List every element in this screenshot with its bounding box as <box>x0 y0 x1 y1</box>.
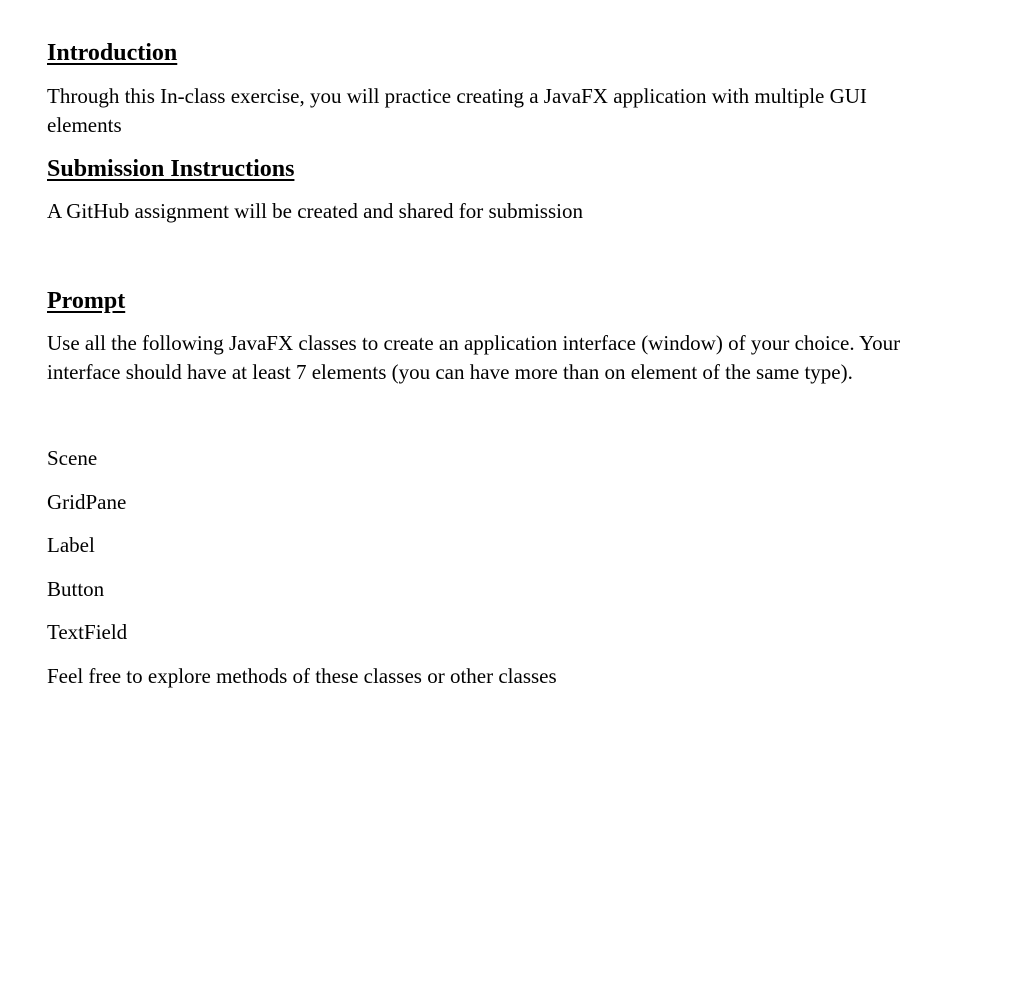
class-item-label: Label <box>47 533 95 557</box>
prompt-text: Use all the following JavaFX classes to create an application interface (window) of your choice. Your interface should have at least 7 elements (you can have more than on element of the same type). <box>47 331 901 384</box>
introduction-text: Through this In-class exercise, you will practice creating a JavaFX application with multiple GUI elements <box>47 84 867 137</box>
javafx-class-list <box>47 444 947 647</box>
prompt-heading: Prompt <box>47 288 126 314</box>
class-item-scene: Scene <box>47 446 98 470</box>
introduction-heading: Introduction <box>47 40 178 66</box>
class-item-button: Button <box>47 576 105 601</box>
class-item-gridpane: GridPane <box>47 489 127 514</box>
closing-text: Feel free to explore methods of these classes or other classes <box>47 663 557 688</box>
submission-heading: Submission Instructions <box>47 156 295 182</box>
submission-text: A GitHub assignment will be created and shared for submission <box>47 199 583 223</box>
document-page <box>47 38 947 691</box>
class-item-textfield: TextField <box>47 620 128 644</box>
